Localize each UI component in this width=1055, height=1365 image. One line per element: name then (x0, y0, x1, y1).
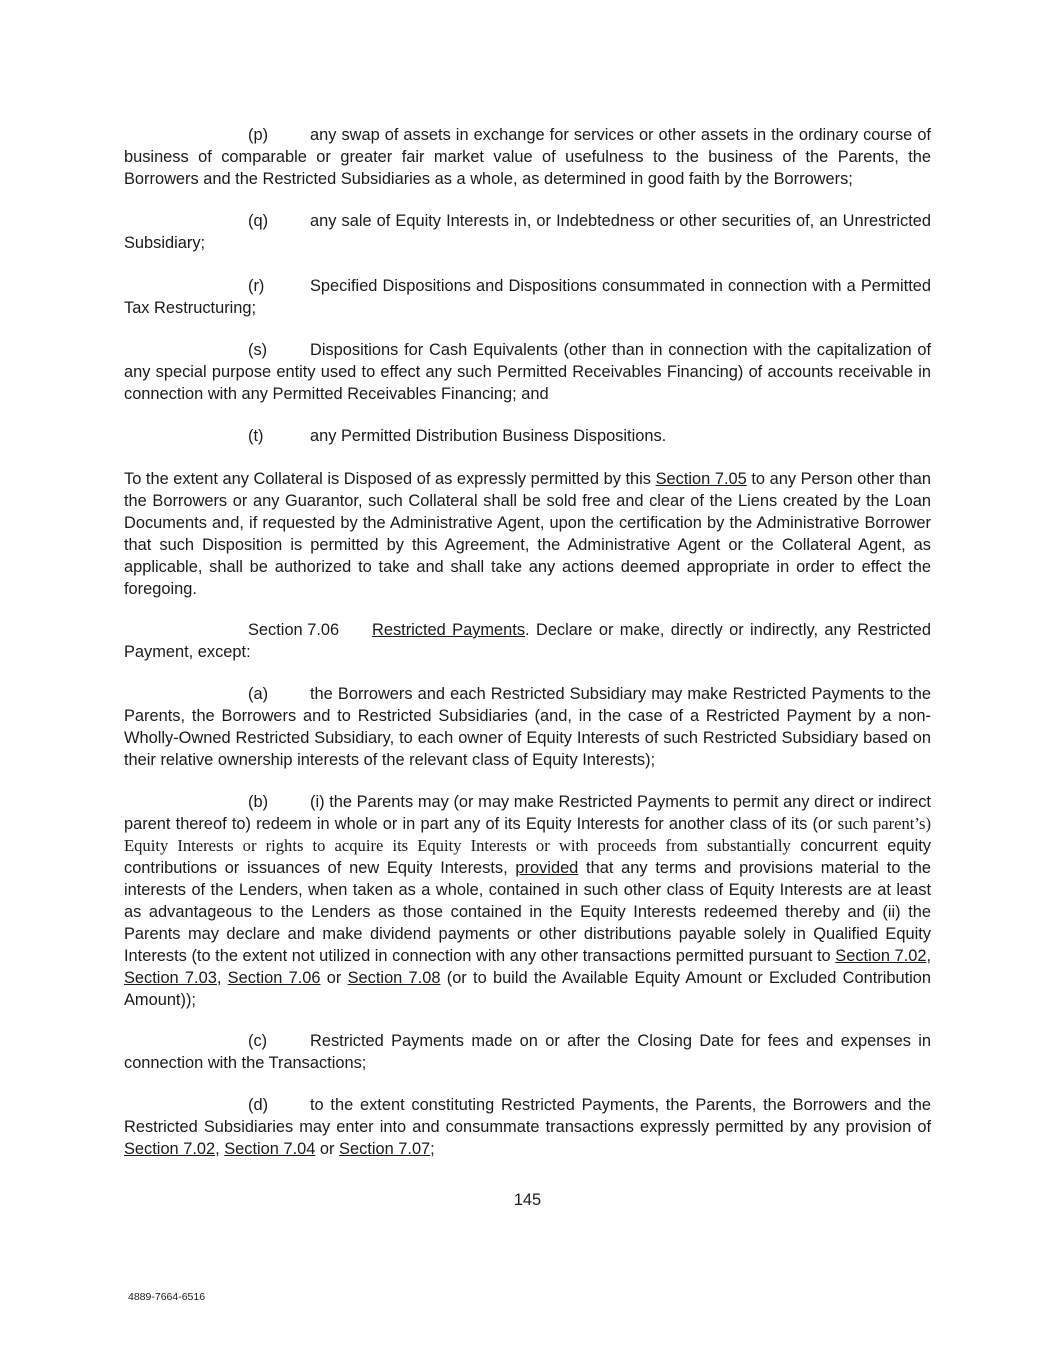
collateral-text-start: To the extent any Collateral is Disposed of as expressly permitted by this (124, 470, 656, 488)
section-title: Restricted Payments (372, 621, 526, 639)
clause-b (124, 791, 931, 1011)
clause-text: Specified Dispositions and Dispositions consummated in connection with a Permitted Tax Restructuring; (124, 277, 931, 317)
provided-term: provided (515, 859, 579, 877)
clause-s (124, 339, 931, 405)
clause-label: (a) (248, 685, 269, 703)
section-number: Section 7.06 (248, 621, 340, 639)
clause-a (124, 683, 931, 771)
clause-label: (b) (248, 793, 269, 811)
clause-t (124, 425, 931, 447)
clause-p (124, 124, 931, 190)
separator: , (216, 969, 228, 987)
clause-text: (i) the Parents may (or may make Restricted Payments to permit any direct or indirect parent thereof to) redeem in whole or in part any of its Equity Interests for another class of its (or (124, 793, 931, 833)
section-reference[interactable]: Section 7.05 (655, 470, 747, 488)
section-reference[interactable]: Section 7.02 (124, 1140, 216, 1158)
clause-text: Dispositions for Cash Equivalents (other than in connection with the capitalization of any special purpose entity used to effect any such Permitted Receivables Financing) of accounts receivable in connection with any Permitted Receivables Financing; and (124, 341, 931, 403)
clause-label: (t) (248, 427, 264, 445)
separator: or (315, 1140, 340, 1158)
section-reference[interactable]: Section 7.04 (224, 1140, 316, 1158)
clause-text: any Permitted Distribution Business Dispositions. (310, 427, 667, 445)
section-reference[interactable]: Section 7.08 (347, 969, 441, 987)
clause-c (124, 1030, 931, 1074)
clause-text: any sale of Equity Interests in, or Indebtedness or other securities of, an Unrestricted Subsidiary; (124, 212, 931, 252)
section-intro-text: . Declare or make, directly or indirectly, any Restricted Payment, except: (124, 621, 931, 661)
clause-label: (c) (248, 1032, 268, 1050)
clause-text: to the extent constituting Restricted Payments, the Parents, the Borrowers and the Restricted Subsidiaries may enter into and consummate transactions expressly permitted by any provision of (124, 1096, 931, 1136)
clause-label: (p) (248, 126, 269, 144)
section-7-06-heading (124, 619, 931, 663)
page-number: 145 (513, 1191, 542, 1209)
collateral-text-end: to any Person other than the Borrowers or any Guarantor, such Collateral shall be sold free and clear of the Liens created by the Loan Documents and, if requested by the Administrative Agent, upon the certification by the Administrative Borrower that such Disposition is permitted by this Agreement, the Administrative Agent or the Collateral Agent, as applicable, shall be authorized to take and shall take any actions deemed appropriate in order to effect the foregoing. (124, 470, 932, 598)
section-reference[interactable]: Section 7.02 (835, 947, 927, 965)
separator: or (320, 969, 348, 987)
clause-q (124, 210, 931, 254)
clause-end: ; (430, 1140, 435, 1158)
clause-text: concurrent equity contributions or issuances of new Equity Interests, (124, 837, 931, 877)
separator: , (926, 947, 932, 965)
collateral-paragraph (124, 468, 931, 600)
clause-label: (r) (248, 277, 265, 295)
document-id: 4889-7664-6516 (128, 1291, 206, 1303)
section-reference[interactable]: Section 7.07 (339, 1140, 431, 1158)
clause-text: (or to build the Available Equity Amount or Excluded Contribution Amount)); (124, 969, 932, 1009)
clause-label: (q) (248, 212, 269, 230)
clause-label: (d) (248, 1096, 269, 1114)
clause-text: any swap of assets in exchange for services or other assets in the ordinary course of business of comparable or greater fair market value of usefulness to the business of the Parents, the Borrowers and the Restricted Subsidiaries as a whole, as determined in good faith by the Borrowers; (124, 126, 931, 188)
clause-text: that any terms and provisions material to the interests of the Lenders, when taken as a whole, contained in such other class of Equity Interests are at least as advantageous to the Lenders as those contained in the Equity Interests redeemed thereby and (ii) the Parents may declare and make dividend payments or other distributions payable solely in Qualified Equity Interests (to the extent not utilized in connection with any other transactions permitted pursuant to (124, 859, 931, 965)
clause-text: the Borrowers and each Restricted Subsidiary may make Restricted Payments to the Parents, the Borrowers and to Restricted Subsidiaries (and, in the case of a Restricted Payment by a non-Wholly-Owned Restricted Subsidiary, to each owner of Equity Interests of such Restricted Subsidiary based on their relative ownership interests of the relevant class of Equity Interests); (124, 685, 931, 769)
section-reference[interactable]: Section 7.06 (227, 969, 321, 987)
section-reference[interactable]: Section 7.03 (124, 969, 217, 987)
clause-label: (s) (248, 341, 268, 359)
clause-text: Restricted Payments made on or after the Closing Date for fees and expenses in connection with the Transactions; (124, 1032, 931, 1072)
clause-r (124, 275, 931, 319)
clause-text-serif: such parent’s) Equity Interests or rights to acquire its Equity Interests or with proceeds from substantially (124, 814, 931, 855)
clause-d (124, 1094, 931, 1160)
separator: , (215, 1140, 225, 1158)
